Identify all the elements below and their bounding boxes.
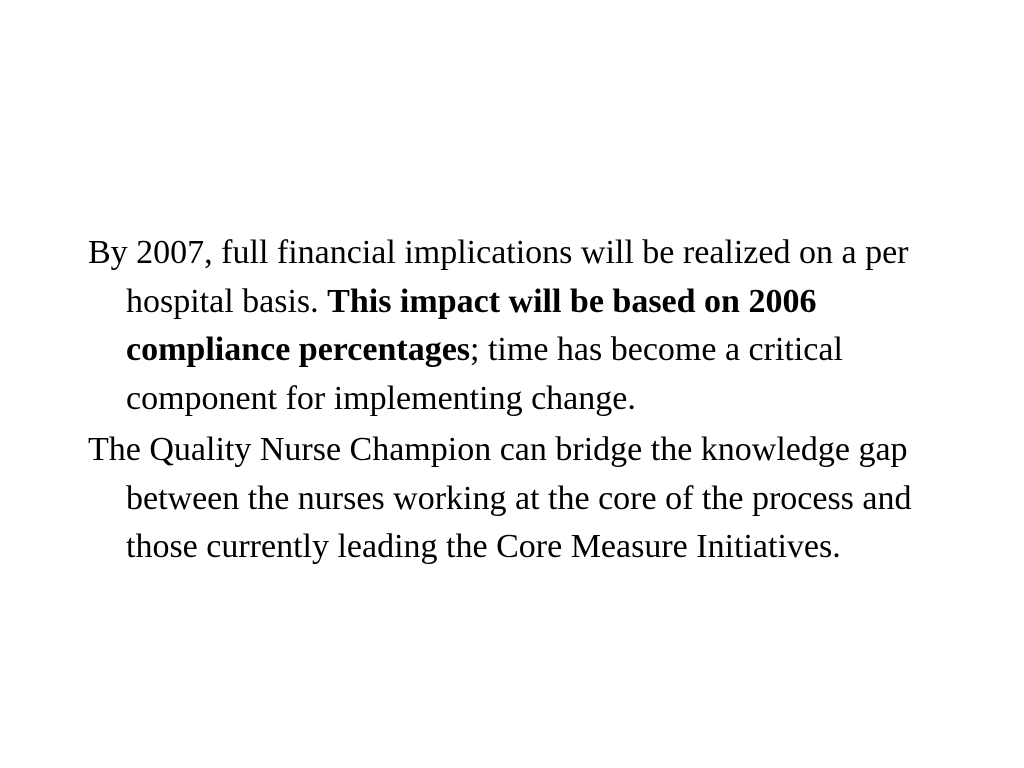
paragraph-1-text-start: By 2007, full financial implications will be realized on a per hospital basis. [88,234,909,320]
slide-body [88,229,938,572]
paragraph-1-bold-emphasis: This impact will be based on 2006 compliance percentages [126,282,817,368]
paragraph-2-text: The Quality Nurse Champion can bridge the knowledge gap between the nurses working at the core of the process and those currently leading the Core Measure Initiatives. [88,431,912,565]
paragraph-1-text-end: ; time has become a critical component for implementing change. [126,331,843,417]
paragraph-financial-implications [88,229,938,423]
paragraph-quality-nurse-champion [88,426,938,572]
